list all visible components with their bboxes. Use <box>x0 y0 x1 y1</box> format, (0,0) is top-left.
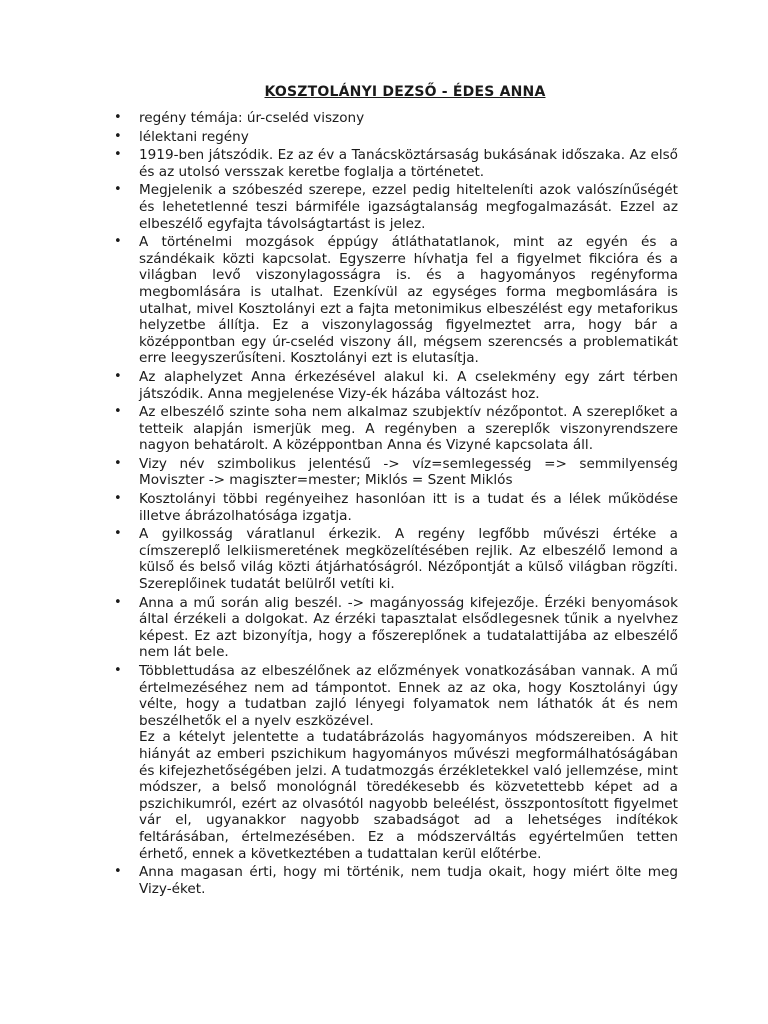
list-item <box>112 369 678 402</box>
bullet-dot: • <box>114 404 122 420</box>
bullet-dot: • <box>114 455 122 471</box>
list-item <box>112 147 678 180</box>
list-item-continuation: Ez a kételyt jelentette a tudatábrázolás hagyományos módszereiben. A hit hiányát az emberi pszichikum hagyományos művészi megformálhatóságában és kifejezhetőségében jelzi. A tudatmozgás érzékletekkel való jellemzése, mint módszer, a belső monológnál töredékesebb és közvetettebb képet ad a pszichikumról, ezért az olvasótól nagyobb beleélést, összpontosított figyelmet vár el, ugyanakkor nagyobb szabadságot ad a lehetséges indítékok feltárásában, értelmezésében. Ez a módszerváltás egyértelműen tetten érhető, ennek a következtében a tudattalan kerül előtérbe. <box>139 729 678 862</box>
list-item <box>112 526 678 592</box>
bullet-dot: • <box>114 234 122 250</box>
list-item-text: Anna a mű során alig beszél. -> magányosság kifejezője. Érzéki benyomások által érzékeli a dolgokat. Az érzéki tapasztalat elsődlegesnek tűnik a nyelvhez képest. Ez azt bizonyítja, hogy a főszereplőnek a tudatalattijába az elbeszélő nem lát bele. <box>139 594 678 661</box>
list-item <box>112 456 678 489</box>
list-item-text: Kosztolányi többi regényeihez hasonlóan itt is a tudat és a lélek működése illetve ábrázolhatósága izgatja. <box>139 491 678 524</box>
bullet-dot: • <box>114 128 122 144</box>
bullet-list <box>112 110 678 897</box>
bullet-dot: • <box>114 864 122 880</box>
list-item <box>112 491 678 524</box>
bullet-dot: • <box>114 594 122 610</box>
list-item-text: Az alaphelyzet Anna érkezésével alakul ki. A cselekmény egy zárt térben játszódik. Anna megjelenése Vizy-ék házába változást hoz. <box>139 368 678 402</box>
list-item <box>112 110 678 127</box>
list-item <box>112 663 678 862</box>
list-item <box>112 234 678 367</box>
bullet-dot: • <box>114 663 122 678</box>
list-item <box>112 129 678 146</box>
list-item-text: Többlettudása az elbeszélőnek az előzmények vonatkozásában vannak. A mű értelmezéséhez nem ad támpontot. Ennek az az oka, hogy Kosztolányi úgy vélte, hogy a tudatban zajló lényegi folyamatok nem láthatók át és nem beszélhetők el a nyelv eszközével. <box>139 663 678 729</box>
bullet-dot: • <box>114 147 122 163</box>
bullet-dot: • <box>114 526 122 542</box>
bullet-dot: • <box>114 182 122 198</box>
list-item-text: Anna magasan érti, hogy mi történik, nem tudja okait, hogy miért ölte meg Vizy-éket. <box>139 864 678 897</box>
list-item-text: lélektani regény <box>139 128 249 145</box>
list-item-text: Az elbeszélő szinte soha nem alkalmaz szubjektív nézőpontot. A szereplőket a tetteik alapján ismerjük meg. A regényben a szereplők viszonyrendszere nagyon behatárolt. A középpontban Anna és Vizyné kapcsolata áll. <box>139 404 678 454</box>
list-item-text: Vizy név szimbolikus jelentésű -> víz=semlegesség => semmilyenség Moviszter -> magiszter=mester; Miklós = Szent Miklós <box>139 455 678 489</box>
bullet-dot: • <box>114 368 122 384</box>
list-item <box>112 595 678 661</box>
list-item-text: 1919-ben játszódik. Ez az év a Tanácsköztársaság bukásának időszaka. Az első és az utolsó versszak keretbe foglalja a történetet. <box>139 147 678 180</box>
list-item-text: A gyilkosság váratlanul érkezik. A regény legfőbb művészi értéke a címszereplő lelkiismeretének megközelítésében rejlik. Az elbeszélő lemond a külső és belső világ közti átjárhatóságról. Nézőpontját a külső világban rögzíti. Szereplőinek tudatát belülről vetíti ki. <box>139 526 678 593</box>
document-title: KOSZTOLÁNYI DEZSŐ - ÉDES ANNA <box>264 84 546 100</box>
bullet-dot: • <box>114 110 122 125</box>
list-item <box>112 864 678 897</box>
list-item-text: regény témája: úr-cseléd viszony <box>139 110 365 126</box>
list-item-text: A történelmi mozgások éppúgy átláthatatlanok, mint az egyén és a szándékaik közti kapcsolat. Egyszerre hívhatja fel a figyelmet fikcióra és a világban levő viszonylagosságra is. és a hagyományos regényforma megbomlására is utalhat. Ezenkívül az egységes forma megbomlására is utalhat, mivel Kosztolányi ezt a fajta metonimikus elbeszélést egy metaforikus helyzetbe állítja. Ez a viszonylagosság figyelmeztet arra, hogy bár a középpontban egy úr-cseléd viszony áll, mégsem szerencsés a problematikát erre leegyszerűsíteni. Kosztolányi ezt is elutasítja. <box>139 234 678 367</box>
list-item <box>112 182 678 232</box>
list-item <box>112 404 678 454</box>
list-item-text: Megjelenik a szóbeszéd szerepe, ezzel pedig hiteltelеníti azok valószínűségét és lehetetlenné teszi bármiféle igazságtalanság megfogalmazását. Ezzel az elbeszélő egyfajta távolságtartást is jelez. <box>139 182 678 232</box>
bullet-dot: • <box>114 491 122 507</box>
